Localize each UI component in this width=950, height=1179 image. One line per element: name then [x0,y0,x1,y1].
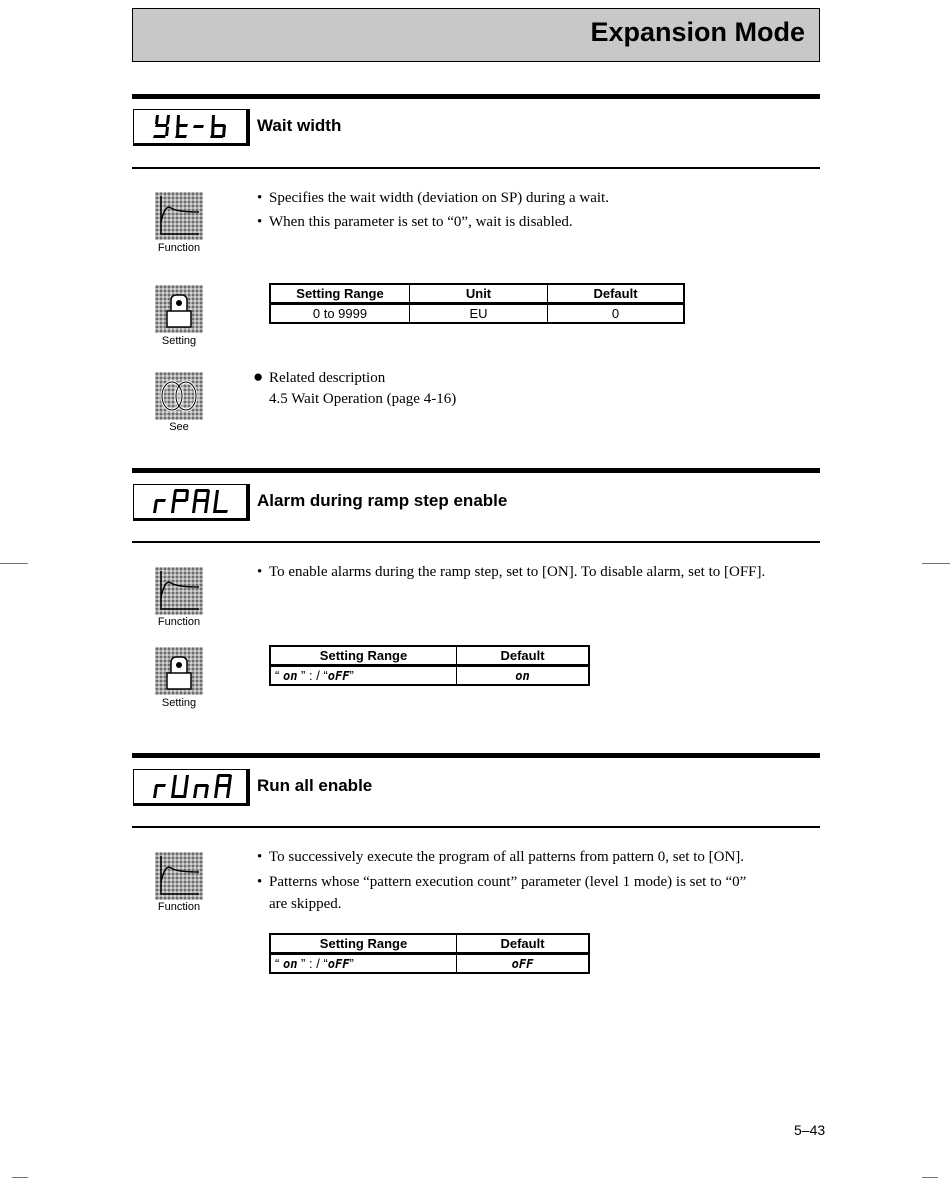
table-header: Setting Range [270,284,410,304]
crop-mark [922,1177,938,1178]
table-header: Default [548,284,685,304]
setting-icon-label: Setting [161,697,197,709]
function-icon [155,852,203,900]
crop-mark [12,1177,28,1178]
section-title: Alarm during ramp step enable [257,491,508,510]
section-title: Wait width [257,116,342,135]
table-header: Setting Range [270,646,457,666]
table-header: Default [457,934,590,954]
related-reference-link[interactable]: 4.5 Wait Operation (page 4-16) [269,391,457,407]
setting-table [269,933,590,974]
table-cell: “ on ” : / “oFF” [270,954,457,974]
rpal-display-glyphs [152,488,236,516]
table-cell: 0 [548,304,685,324]
seven-segment-display [133,109,250,146]
setting-table [269,283,685,324]
crop-mark [922,563,950,564]
function-icon-label: Function [157,616,201,628]
seven-segment-display [133,484,250,521]
bullet-item: • Patterns whose “pattern execution count” parameter (level 1 mode) is set to “0” [257,874,747,890]
related-description-heading: ● Related description [253,367,386,386]
function-icon-label: Function [157,901,201,913]
setting-icon-label: Setting [161,335,197,347]
see-icon-label: See [169,421,189,433]
page-number: 5–43 [794,1122,826,1138]
setting-icon [155,647,203,695]
table-cell: EU [410,304,548,324]
section-rule-top [132,468,820,473]
table-cell: oFF [457,954,590,974]
yt-b-display-glyphs [152,113,236,141]
section-title: Run all enable [257,776,373,795]
table-cell: on [457,666,590,686]
section-rule-bottom [132,541,820,543]
crop-mark [0,563,28,564]
section-rule-bottom [132,167,820,169]
setting-table [269,645,590,686]
table-cell: “ on ” : / “oFF” [270,666,457,686]
bullet-item: • Specifies the wait width (deviation on SP) during a wait. [257,190,609,206]
function-icon-label: Function [157,242,201,254]
page-title: Expansion Mode [590,17,805,47]
section-rule-top [132,94,820,99]
bullet-item: • To enable alarms during the ramp step, set to [ON]. To disable alarm, set to [OFF]. [257,564,766,580]
table-cell: 0 to 9999 [270,304,410,324]
seven-segment-display [133,769,250,806]
bullet-item: • When this parameter is set to “0”, wait is disabled. [257,214,573,230]
bullet-continuation: are skipped. [269,896,342,912]
table-header: Setting Range [270,934,457,954]
page-header [132,8,820,62]
function-icon [155,567,203,615]
bullet-item: • To successively execute the program of all patterns from pattern 0, set to [ON]. [257,849,745,865]
section-rule-bottom [132,826,820,828]
section-rule-top [132,753,820,758]
table-header: Unit [410,284,548,304]
see-icon [155,372,203,420]
table-header: Default [457,646,590,666]
runa-display-glyphs [152,773,236,801]
setting-icon [155,285,203,333]
function-icon [155,192,203,240]
